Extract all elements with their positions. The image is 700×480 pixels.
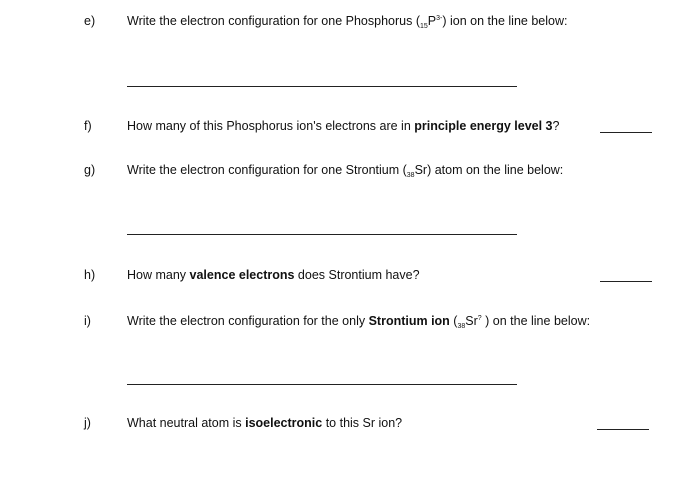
atomic-number-subscript: 38 — [406, 172, 415, 179]
question-label: j) — [84, 416, 91, 430]
answer-line-f[interactable] — [600, 132, 652, 133]
question-text: Write the electron configuration for one Phosphorus $(_{15}P^{3-})$ ion on the line below: — [127, 14, 568, 30]
answer-line-i[interactable] — [127, 384, 517, 385]
question-text: What neutral atom is isoelectronic to this Sr ion? — [127, 416, 403, 430]
atomic-number-subscript: 15 — [420, 23, 428, 30]
answer-line-j[interactable] — [597, 429, 649, 430]
question-text: Write the electron configuration for one Strontium $(_{38}Sr)$ atom on the line below: — [127, 163, 564, 179]
question-label: g) — [84, 163, 96, 177]
question-label: i) — [84, 314, 91, 328]
question-label: h) — [84, 268, 96, 282]
atomic-number-subscript: 38 — [457, 323, 466, 330]
answer-line-e[interactable] — [127, 86, 517, 87]
answer-line-h[interactable] — [600, 281, 652, 282]
question-text: How many of this Phosphorus ion's electrons are in principle energy level 3? — [127, 119, 560, 133]
question-text: How many valence electrons does Strontium have? — [127, 268, 420, 282]
charge-superscript: ? — [477, 315, 482, 322]
answer-line-g[interactable] — [127, 234, 517, 235]
question-label: f) — [84, 119, 92, 133]
question-text: Write the electron configuration for the only Strontium ion ($_{38}Sr^?$ ) on the line below: — [127, 314, 591, 330]
charge-superscript: 3- — [436, 15, 443, 22]
question-label: e) — [84, 14, 96, 28]
